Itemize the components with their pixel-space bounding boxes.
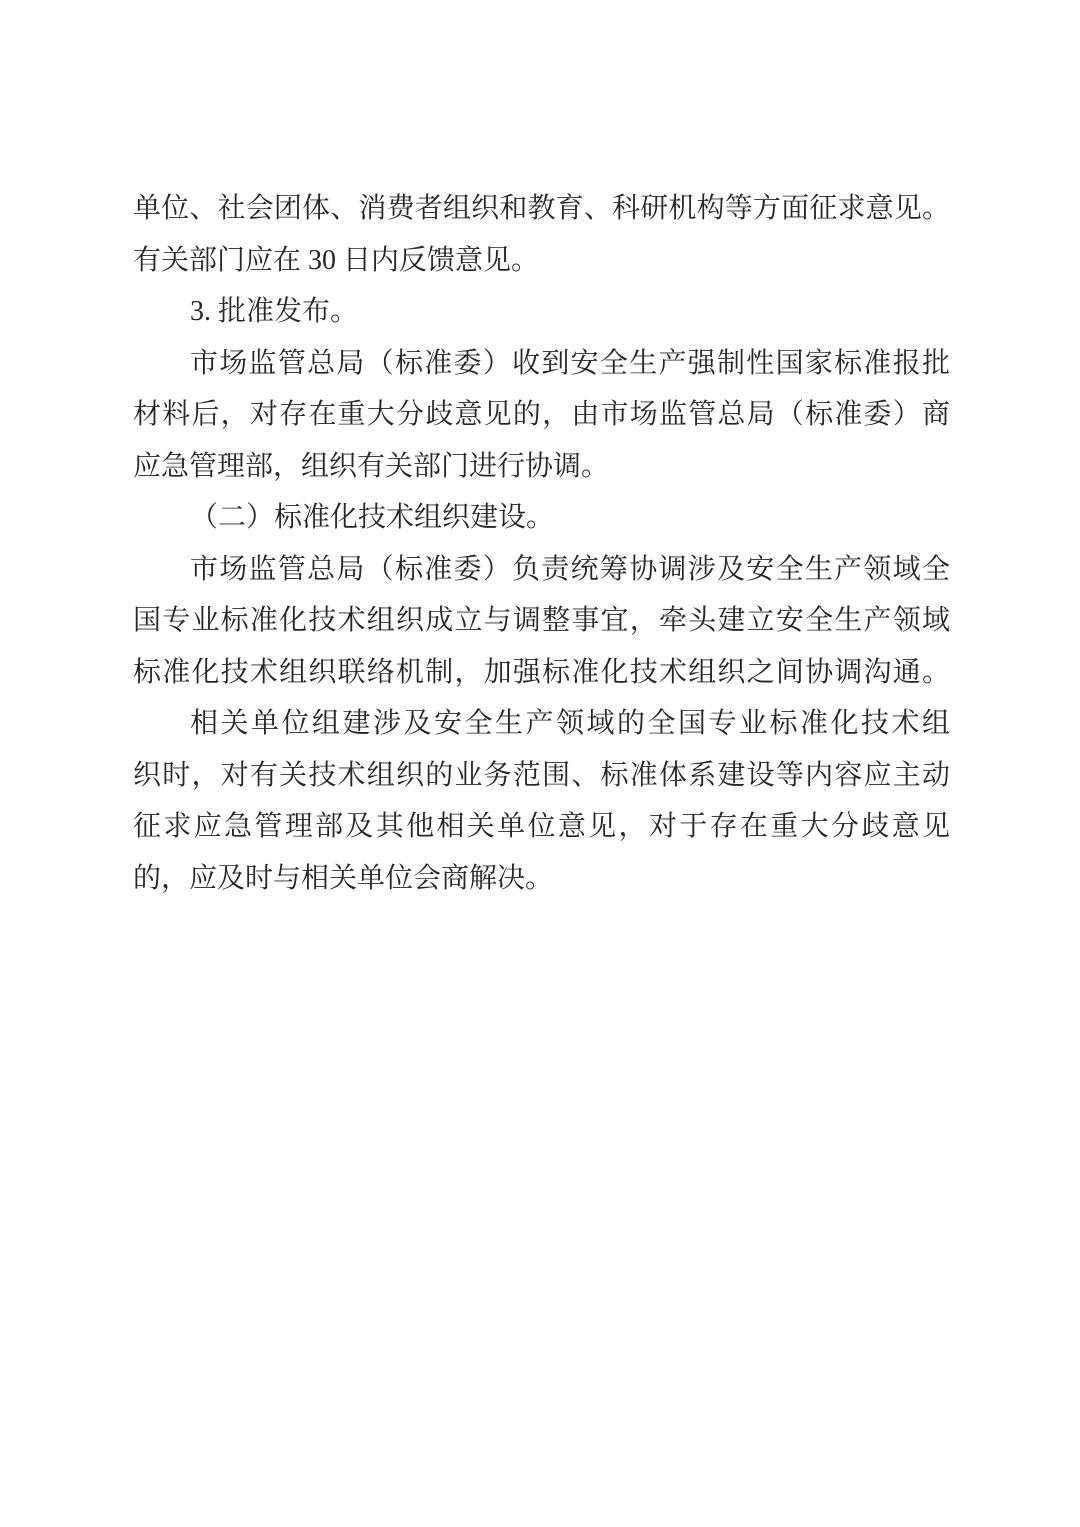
text-line: 有关部门应在 30 日内反馈意见。 xyxy=(133,244,540,276)
text-line: 标准化技术组织联络机制，加强标准化技术组织之间协调沟通。 xyxy=(133,656,950,688)
text-line: 征求应急管理部及其他相关单位意见，对于存在重大分歧意见 xyxy=(133,811,950,842)
text-line: （二）标准化技术组织建设。 xyxy=(190,502,555,533)
text-line: 单位、社会团体、消费者组织和教育、科研机构等方面征求意见。 xyxy=(133,193,950,224)
text-line: 的，应及时与相关单位会商解决。 xyxy=(133,862,554,894)
text-line: 织时，对有关技术组织的业务范围、标准体系建设等内容应主动 xyxy=(133,759,950,791)
text-line: 市场监管总局（标准委）收到安全生产强制性国家标准报批 xyxy=(190,347,950,379)
text-line: 国专业标准化技术组织成立与调整事宜，牵头建立安全生产领域 xyxy=(133,605,950,636)
text-line: 应急管理部，组织有关部门进行协调。 xyxy=(133,450,610,482)
text-line: 材料后，对存在重大分歧意见的，由市场监管总局（标准委）商 xyxy=(133,399,950,430)
document-text-block xyxy=(133,183,950,904)
text-line: 市场监管总局（标准委）负责统筹协调涉及安全生产领域全 xyxy=(190,553,950,585)
text-line: 相关单位组建涉及安全生产领域的全国专业标准化技术组 xyxy=(190,708,950,739)
text-line: 3. 批准发布。 xyxy=(190,296,359,327)
